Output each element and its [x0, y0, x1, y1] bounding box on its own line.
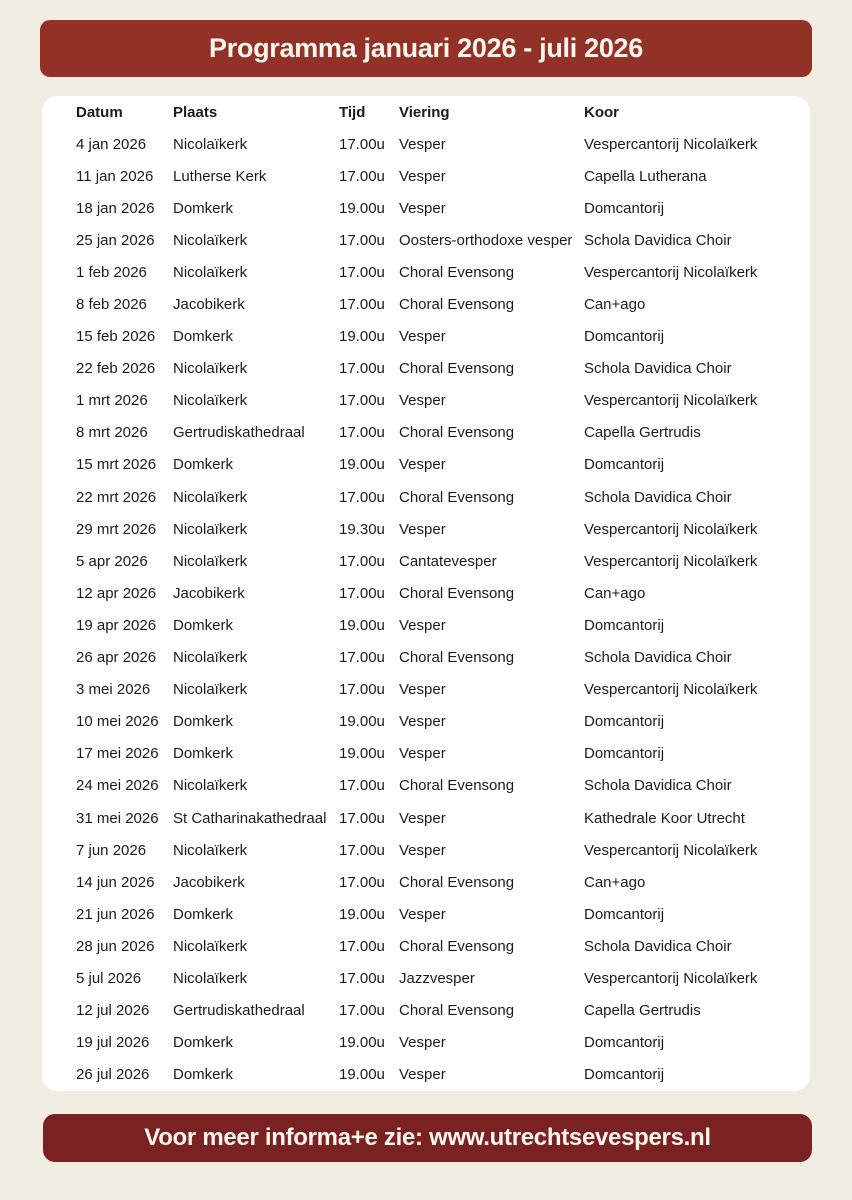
table-cell: 17.00u	[339, 488, 385, 506]
table-cell: Domcantorij	[584, 1066, 665, 1084]
table-cell: Domkerk	[173, 1034, 234, 1052]
table-cell: Nicolaïkerk	[173, 649, 248, 667]
table-cell: 26 jul 2026	[76, 1066, 150, 1084]
table-cell: Vesper	[399, 1034, 446, 1052]
table-row	[76, 513, 800, 545]
footer-banner	[43, 1114, 812, 1162]
table-cell: Vesper	[399, 681, 446, 699]
table-row	[76, 224, 800, 256]
table-cell: 17.00u	[339, 777, 385, 795]
table-cell: 10 mei 2026	[76, 713, 159, 731]
table-cell: Vespercantorij Nicolaïkerk	[584, 263, 758, 281]
table-cell: Choral Evensong	[399, 584, 515, 602]
table-cell: 3 mei 2026	[76, 681, 151, 699]
table-row	[76, 481, 800, 513]
table-cell: Domcantorij	[584, 616, 665, 634]
table-row	[76, 642, 800, 674]
table-cell: Vespercantorij Nicolaïkerk	[584, 681, 758, 699]
table-cell: Vesper	[399, 135, 446, 153]
column-header-plaats: Plaats	[173, 103, 218, 121]
table-row	[76, 192, 800, 224]
table-cell: 19.00u	[339, 1034, 385, 1052]
table-cell: Vesper	[399, 616, 446, 634]
table-cell: 17.00u	[339, 873, 385, 891]
table-cell: Lutherse Kerk	[173, 167, 267, 185]
table-cell: Nicolaïkerk	[173, 263, 248, 281]
table-cell: Schola Davidica Choir	[584, 777, 732, 795]
table-row	[76, 256, 800, 288]
table-cell: 19.00u	[339, 456, 385, 474]
table-cell: Nicolaïkerk	[173, 231, 248, 249]
table-cell: Domkerk	[173, 456, 234, 474]
table-row	[76, 995, 800, 1027]
table-cell: 7 jun 2026	[76, 841, 147, 859]
table-cell: Vesper	[399, 520, 446, 538]
table-cell: 17.00u	[339, 1002, 385, 1020]
table-row	[76, 1059, 800, 1091]
table-cell: Schola Davidica Choir	[584, 231, 732, 249]
table-cell: Nicolaïkerk	[173, 969, 248, 987]
table-cell: Vesper	[399, 905, 446, 923]
table-cell: Can+ago	[584, 873, 646, 891]
table-cell: Nicolaïkerk	[173, 681, 248, 699]
column-header-koor: Koor	[584, 103, 619, 121]
table-cell: 17.00u	[339, 969, 385, 987]
footer-text: Voor meer informa+e zie: www.utrechtsevespers.nl	[144, 1124, 711, 1151]
table-cell: 18 jan 2026	[76, 199, 155, 217]
table-cell: Choral Evensong	[399, 937, 515, 955]
table-cell: Vesper	[399, 167, 446, 185]
table-cell: 19.00u	[339, 713, 385, 731]
table-cell: Vesper	[399, 745, 446, 763]
table-cell: Nicolaïkerk	[173, 841, 248, 859]
table-row	[76, 577, 800, 609]
table-cell: 17.00u	[339, 809, 385, 827]
table-cell: Vespercantorij Nicolaïkerk	[584, 552, 758, 570]
table-cell: Vespercantorij Nicolaïkerk	[584, 392, 758, 410]
table-row	[76, 962, 800, 994]
table-cell: Vesper	[399, 456, 446, 474]
table-row	[76, 288, 800, 320]
table-cell: 4 jan 2026	[76, 135, 147, 153]
table-cell: Kathedrale Koor Utrecht	[584, 809, 745, 827]
table-row	[76, 674, 800, 706]
table-cell: Gertrudiskathedraal	[173, 424, 305, 442]
table-cell: 5 jul 2026	[76, 969, 142, 987]
column-header-tijd: Tijd	[339, 103, 366, 121]
table-cell: 19 apr 2026	[76, 616, 157, 634]
table-cell: 19.00u	[339, 745, 385, 763]
table-cell: 12 jul 2026	[76, 1002, 150, 1020]
table-cell: Can+ago	[584, 296, 646, 314]
table-cell: 28 jun 2026	[76, 937, 155, 955]
table-cell: 19.00u	[339, 905, 385, 923]
table-body	[76, 128, 800, 1091]
table-cell: 17.00u	[339, 296, 385, 314]
table-cell: Domkerk	[173, 199, 234, 217]
table-cell: 29 mrt 2026	[76, 520, 157, 538]
table-cell: 17.00u	[339, 167, 385, 185]
table-cell: 12 apr 2026	[76, 584, 157, 602]
table-cell: 17.00u	[339, 424, 385, 442]
table-cell: Vesper	[399, 328, 446, 346]
table-cell: 15 mrt 2026	[76, 456, 157, 474]
table-cell: Jacobikerk	[173, 584, 245, 602]
table-cell: 17.00u	[339, 552, 385, 570]
table-cell: St Catharinakathedraal	[173, 809, 327, 827]
table-cell: Choral Evensong	[399, 1002, 515, 1020]
table-cell: Schola Davidica Choir	[584, 649, 732, 667]
table-cell: Domkerk	[173, 328, 234, 346]
header-banner	[40, 20, 812, 77]
table-cell: Domcantorij	[584, 199, 665, 217]
table-cell: 19 jul 2026	[76, 1034, 150, 1052]
table-cell: Jacobikerk	[173, 296, 245, 314]
table-cell: 25 jan 2026	[76, 231, 155, 249]
table-row	[76, 834, 800, 866]
table-cell: Choral Evensong	[399, 777, 515, 795]
table-row	[76, 128, 800, 160]
table-cell: Vespercantorij Nicolaïkerk	[584, 969, 758, 987]
table-cell: Jazzvesper	[399, 969, 475, 987]
table-row	[76, 898, 800, 930]
table-cell: 17.00u	[339, 263, 385, 281]
table-row	[76, 866, 800, 898]
table-cell: Nicolaïkerk	[173, 937, 248, 955]
table-cell: 8 feb 2026	[76, 296, 147, 314]
table-cell: 22 feb 2026	[76, 360, 156, 378]
table-row	[76, 353, 800, 385]
table-cell: 15 feb 2026	[76, 328, 156, 346]
table-cell: 17 mei 2026	[76, 745, 159, 763]
table-row	[76, 1027, 800, 1059]
schedule-card	[42, 96, 810, 1091]
table-cell: Nicolaïkerk	[173, 392, 248, 410]
table-cell: Vesper	[399, 841, 446, 859]
table-cell: 17.00u	[339, 392, 385, 410]
table-cell: Domcantorij	[584, 905, 665, 923]
table-cell: 19.00u	[339, 199, 385, 217]
table-cell: Domkerk	[173, 713, 234, 731]
table-cell: Vespercantorij Nicolaïkerk	[584, 135, 758, 153]
table-row	[76, 738, 800, 770]
table-cell: 31 mei 2026	[76, 809, 159, 827]
table-cell: 5 apr 2026	[76, 552, 148, 570]
table-cell: 17.00u	[339, 649, 385, 667]
table-cell: Domkerk	[173, 745, 234, 763]
table-cell: 24 mei 2026	[76, 777, 159, 795]
table-cell: 17.00u	[339, 135, 385, 153]
table-cell: Capella Gertrudis	[584, 1002, 701, 1020]
table-cell: Choral Evensong	[399, 649, 515, 667]
table-cell: Nicolaïkerk	[173, 777, 248, 795]
column-header-viering: Viering	[399, 103, 450, 121]
table-cell: Vesper	[399, 713, 446, 731]
table-row	[76, 802, 800, 834]
table-cell: Domkerk	[173, 1066, 234, 1084]
table-header-row	[76, 96, 800, 128]
table-row	[76, 385, 800, 417]
table-cell: Domcantorij	[584, 1034, 665, 1052]
table-row	[76, 160, 800, 192]
table-cell: Gertrudiskathedraal	[173, 1002, 305, 1020]
table-cell: Schola Davidica Choir	[584, 488, 732, 506]
table-row	[76, 545, 800, 577]
page-title: Programma januari 2026 - juli 2026	[208, 33, 643, 63]
table-cell: Vesper	[399, 199, 446, 217]
column-header-datum: Datum	[76, 103, 123, 121]
table-cell: 19.00u	[339, 616, 385, 634]
table-cell: Oosters-orthodoxe vesper	[399, 231, 573, 249]
table-cell: Schola Davidica Choir	[584, 360, 732, 378]
table-cell: Cantatevesper	[399, 552, 497, 570]
table-cell: Jacobikerk	[173, 873, 245, 891]
table-cell: Domcantorij	[584, 713, 665, 731]
table-cell: Vespercantorij Nicolaïkerk	[584, 841, 758, 859]
table-cell: 19.00u	[339, 1066, 385, 1084]
table-cell: 17.00u	[339, 681, 385, 699]
table-cell: Nicolaïkerk	[173, 135, 248, 153]
table-cell: 17.00u	[339, 937, 385, 955]
table-cell: Capella Lutherana	[584, 167, 707, 185]
table-cell: Nicolaïkerk	[173, 360, 248, 378]
table-cell: 17.00u	[339, 360, 385, 378]
table-row	[76, 930, 800, 962]
table-cell: 19.00u	[339, 328, 385, 346]
table-cell: 1 feb 2026	[76, 263, 147, 281]
table-cell: Choral Evensong	[399, 424, 515, 442]
table-cell: Domcantorij	[584, 745, 665, 763]
table-cell: 11 jan 2026	[76, 167, 154, 185]
table-cell: Choral Evensong	[399, 488, 515, 506]
table-row	[76, 770, 800, 802]
table-cell: Choral Evensong	[399, 296, 515, 314]
table-cell: Capella Gertrudis	[584, 424, 701, 442]
table-cell: Choral Evensong	[399, 263, 515, 281]
table-cell: Domkerk	[173, 905, 234, 923]
table-cell: Vespercantorij Nicolaïkerk	[584, 520, 758, 538]
table-row	[76, 706, 800, 738]
table-cell: Choral Evensong	[399, 873, 515, 891]
table-cell: 26 apr 2026	[76, 649, 157, 667]
table-cell: Nicolaïkerk	[173, 552, 248, 570]
table-cell: Choral Evensong	[399, 360, 515, 378]
table-cell: Domcantorij	[584, 328, 665, 346]
table-cell: 1 mrt 2026	[76, 392, 148, 410]
table-cell: 22 mrt 2026	[76, 488, 157, 506]
table-cell: Nicolaïkerk	[173, 520, 248, 538]
table-row	[76, 609, 800, 641]
table-cell: Domcantorij	[584, 456, 665, 474]
table-cell: 8 mrt 2026	[76, 424, 148, 442]
table-row	[76, 449, 800, 481]
table-cell: 17.00u	[339, 584, 385, 602]
table-cell: 17.00u	[339, 231, 385, 249]
table-row	[76, 321, 800, 353]
table-cell: Nicolaïkerk	[173, 488, 248, 506]
table-row	[76, 417, 800, 449]
table-cell: 21 jun 2026	[76, 905, 155, 923]
table-cell: Schola Davidica Choir	[584, 937, 732, 955]
table-cell: Vesper	[399, 392, 446, 410]
table-cell: Vesper	[399, 1066, 446, 1084]
table-cell: Can+ago	[584, 584, 646, 602]
table-cell: 14 jun 2026	[76, 873, 155, 891]
table-cell: Domkerk	[173, 616, 234, 634]
table-cell: Vesper	[399, 809, 446, 827]
table-cell: 19.30u	[339, 520, 385, 538]
table-cell: 17.00u	[339, 841, 385, 859]
